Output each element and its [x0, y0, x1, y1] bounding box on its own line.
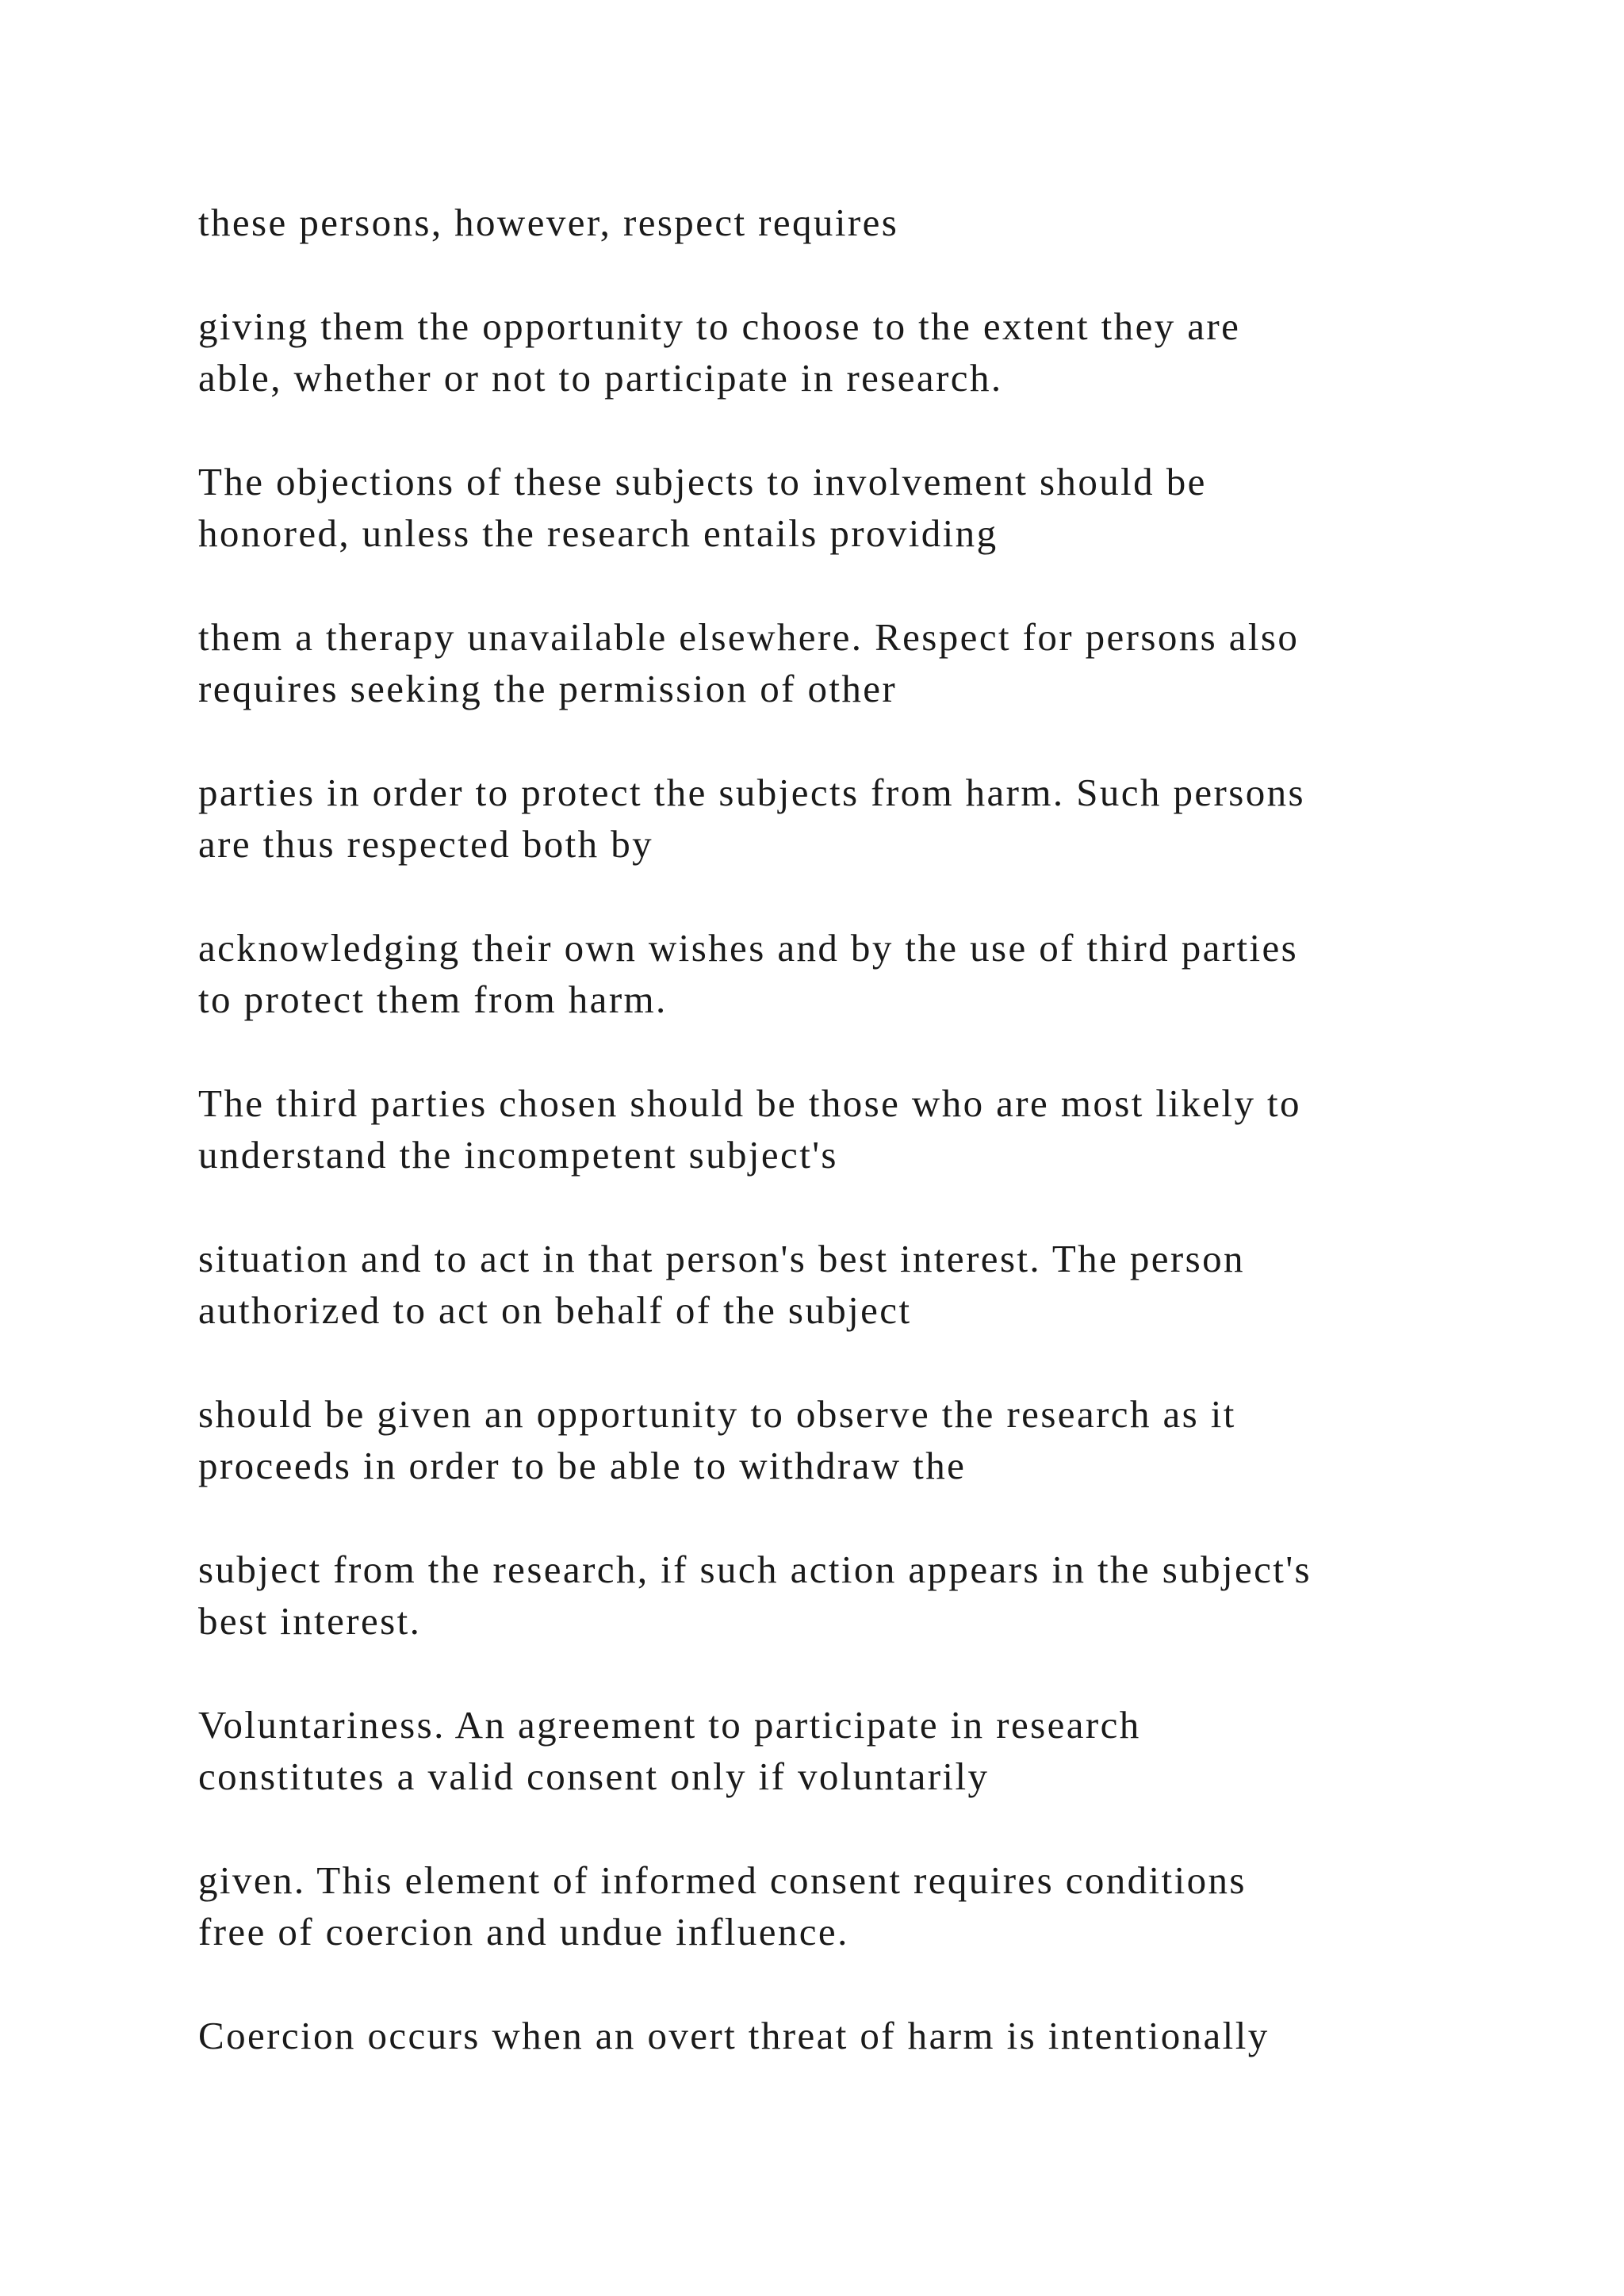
paragraph: [198, 1854, 1546, 1957]
paragraph: [198, 197, 1546, 248]
text-line: to protect them from harm.: [198, 978, 668, 1021]
text-line: situation and to act in that person's best interest. The person: [198, 1237, 1245, 1280]
paragraph: [198, 922, 1546, 1025]
text-line: authorized to act on behalf of the subject: [198, 1288, 912, 1332]
text-line: constitutes a valid consent only if voluntarily: [198, 1755, 990, 1798]
text-line: Coercion occurs when an overt threat of harm is intentionally: [198, 2014, 1270, 2057]
text-line: are thus respected both by: [198, 822, 654, 866]
text-line: parties in order to protect the subjects from harm. Such persons: [198, 771, 1305, 814]
text-line: free of coercion and undue influence.: [198, 1910, 849, 1954]
text-line: given. This element of informed consent requires conditions: [198, 1858, 1247, 1902]
paragraph: [198, 300, 1546, 404]
text-line: honored, unless the research entails providing: [198, 511, 998, 555]
text-line: The third parties chosen should be those who are most likely to: [198, 1081, 1301, 1125]
text-line: them a therapy unavailable elsewhere. Respect for persons also: [198, 615, 1300, 659]
document-body: [198, 197, 1546, 2114]
text-line: able, whether or not to participate in research.: [198, 356, 1003, 400]
paragraph: [198, 767, 1546, 870]
paragraph: [198, 1699, 1546, 1802]
text-line: acknowledging their own wishes and by the use of third parties: [198, 926, 1299, 970]
paragraph: [198, 2010, 1546, 2061]
paragraph: [198, 456, 1546, 559]
text-line: The objections of these subjects to involvement should be: [198, 460, 1207, 503]
text-line: requires seeking the permission of other: [198, 667, 898, 710]
text-line: should be given an opportunity to observe the research as it: [198, 1392, 1236, 1436]
paragraph: [198, 1544, 1546, 1647]
paragraph: [198, 1233, 1546, 1336]
text-line: best interest.: [198, 1599, 422, 1643]
text-line: subject from the research, if such action appears in the subject's: [198, 1548, 1312, 1591]
text-line: giving them the opportunity to choose to the extent they are: [198, 304, 1241, 348]
text-line: these persons, however, respect requires: [198, 201, 899, 244]
paragraph: [198, 611, 1546, 714]
text-line: Voluntariness. An agreement to participate in research: [198, 1703, 1141, 1747]
text-line: understand the incompetent subject's: [198, 1133, 838, 1177]
paragraph: [198, 1077, 1546, 1181]
paragraph: [198, 1388, 1546, 1491]
text-line: proceeds in order to be able to withdraw the: [198, 1444, 967, 1487]
